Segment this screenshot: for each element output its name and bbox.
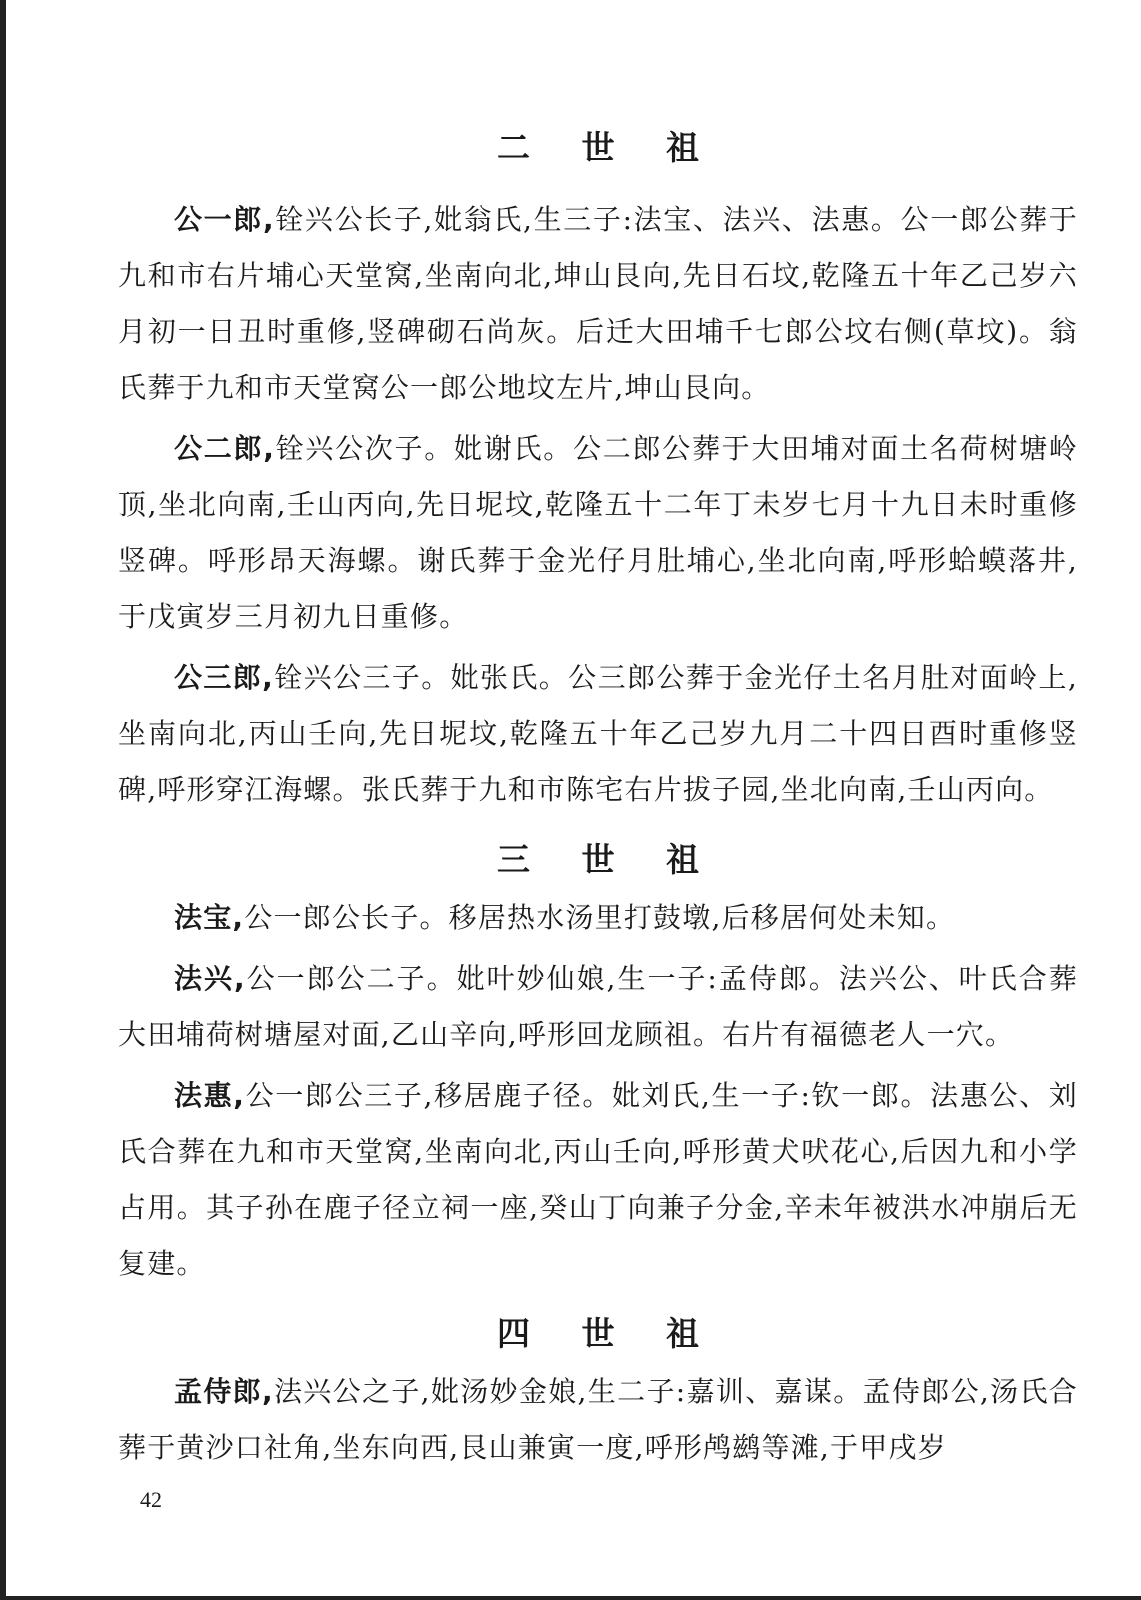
scan-edge-left — [0, 0, 6, 1600]
ancestor-name: 公三郎, — [174, 661, 275, 694]
paragraph — [118, 1364, 1078, 1476]
paragraph — [118, 890, 1078, 946]
paragraph-text: 铨兴公长子,妣翁氏,生三子:法宝、法兴、法惠。公一郎公葬于九和市右片埔心天堂窝,坐南向北,坤山艮向,先日石坟,乾隆五十年乙己岁六月初一日丑时重修,竖碑砌石尚灰。后迁大田埔千七郎公坟右侧(草坟)。翁氏葬于九和市天堂窝公一郎公地坟左片,坤山艮向。 — [118, 203, 1079, 404]
paragraph-text: 公一郎公三子,移居鹿子径。妣刘氏,生一子:钦一郎。法惠公、刘氏合葬在九和市天堂窝,坐南向北,丙山壬向,呼形黄犬吠花心,后因九和小学占用。其子孙在鹿子径立祠一座,癸山丁向兼子分金,辛未年被洪水冲崩后无复建。 — [118, 1079, 1078, 1280]
paragraph-text: 公一郎公二子。妣叶妙仙娘,生一子:孟侍郎。法兴公、叶氏合葬大田埔荷树塘屋对面,乙山辛向,呼形回龙顾祖。右片有福德老人一穴。 — [118, 962, 1078, 1051]
section-heading: 四 世 祖 — [497, 1314, 719, 1353]
section-heading: 二 世 祖 — [497, 128, 719, 167]
paragraph — [118, 421, 1078, 645]
paragraph — [118, 192, 1078, 416]
paragraph-text: 公一郎公长子。移居热水汤里打鼓墩,后移居何处未知。 — [244, 901, 956, 934]
ancestor-name: 公一郎, — [174, 203, 275, 236]
ancestor-name: 法宝, — [174, 901, 245, 934]
paragraph — [118, 650, 1078, 818]
paragraph-text: 铨兴公三子。妣张氏。公三郎公葬于金光仔土名月肚对面岭上,坐南向北,丙山壬向,先日坭坟,乾隆五十年乙己岁九月二十四日酉时重修竖碑,呼形穿江海螺。张氏葬于九和市陈宅右片拔子园,坐北向南,壬山丙向。 — [118, 661, 1078, 806]
paragraph-text: 法兴公之子,妣汤妙金娘,生二子:嘉训、嘉谋。孟侍郎公,汤氏合葬于黄沙口社角,坐东向西,艮山兼寅一度,呼形鸬鹚等滩,于甲戌岁 — [118, 1375, 1079, 1464]
page-content — [118, 118, 1078, 1481]
section-heading: 三 世 祖 — [497, 840, 719, 879]
ancestor-name: 孟侍郎, — [174, 1375, 274, 1408]
ancestor-name: 公二郎, — [174, 432, 276, 465]
scan-edge-bottom — [0, 1596, 1141, 1600]
ancestor-name: 法惠, — [174, 1079, 246, 1112]
paragraph — [118, 951, 1078, 1063]
page-number: 42 — [140, 1487, 162, 1512]
paragraph — [118, 1068, 1078, 1292]
paragraph-text: 铨兴公次子。妣谢氏。公二郎公葬于大田埔对面土名荷树塘岭顶,坐北向南,壬山丙向,先日坭坟,乾隆五十二年丁未岁七月十九日未时重修竖碑。呼形昂天海螺。谢氏葬于金光仔月肚埔心,坐北向南,呼形蛤蟆落井,于戊寅岁三月初九日重修。 — [118, 432, 1079, 633]
ancestor-name: 法兴, — [174, 962, 246, 995]
